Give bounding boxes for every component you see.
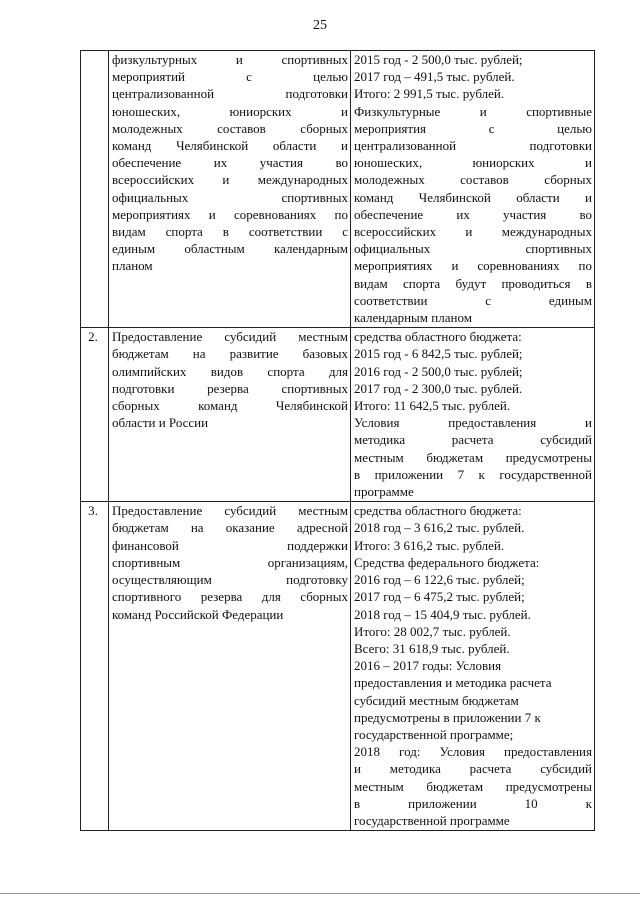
measure-description-line: Средства федерального бюджета: <box>354 554 540 570</box>
table-row <box>81 51 595 328</box>
table-row <box>81 328 595 502</box>
measure-description-line: методика расчета субсидий <box>354 432 592 448</box>
measure-description-line: 2018 год – 15 404,9 тыс. рублей. <box>354 606 531 622</box>
measure-description-line: 2015 год - 6 842,5 тыс. рублей; <box>354 346 523 362</box>
measures-table <box>80 50 595 831</box>
measure-description-line: молодежных составов сборных <box>354 172 592 188</box>
measure-description-line: 2016 – 2017 годы: Условия <box>354 658 502 674</box>
measure-name-line: Предоставление субсидий местным <box>112 503 348 519</box>
measure-name-line: олимпийских видов спорта для <box>112 363 348 379</box>
row-number: 3. <box>88 503 98 519</box>
measure-description-line: государственной программе; <box>354 726 514 742</box>
measure-name-line: спортивным организациям, <box>112 554 348 570</box>
measure-description-line: видам спорта будут проводиться в <box>354 275 592 291</box>
measure-description-line: Итого: 2 991,5 тыс. рублей. <box>354 86 505 102</box>
measure-description-line: Итого: 11 642,5 тыс. рублей. <box>354 398 511 414</box>
measure-description-line: субсидий местным бюджетам <box>354 692 519 708</box>
measure-description-line: соответствии с единым <box>354 292 592 308</box>
measure-description-line: обеспечение их участия во <box>354 206 592 222</box>
measure-description-line: Всего: 31 618,9 тыс. рублей. <box>354 640 510 656</box>
measure-name-line: планом <box>112 258 153 274</box>
measure-name-line: обеспечение их участия во <box>112 155 348 171</box>
measure-description-line: мероприятиях и соревнованиях по <box>354 258 592 274</box>
page-number: 25 <box>313 18 327 33</box>
measure-description-cell <box>351 502 595 831</box>
measure-description-line: централизованной подготовки <box>354 138 592 154</box>
measure-name-line: централизованной подготовки <box>112 86 348 102</box>
measure-description-line: 2015 год - 2 500,0 тыс. рублей; <box>354 52 523 67</box>
measure-name-line: команд Челябинской области и <box>112 138 348 154</box>
measure-name-line: осуществляющим подготовку <box>112 572 348 588</box>
measure-description-line: официальных спортивных <box>354 241 592 257</box>
measure-name-line: бюджетам на оказание адресной <box>112 520 348 536</box>
measure-name-cell <box>109 51 351 328</box>
row-number-cell <box>81 328 109 502</box>
measure-description-line: 2016 год – 6 122,6 тыс. рублей; <box>354 572 525 588</box>
measure-description-line: местным бюджетам предусмотрены <box>354 778 592 794</box>
measure-description-line: средства областного бюджета: <box>354 329 522 345</box>
measure-name-line: команд Российской Федерации <box>112 606 284 622</box>
measure-name-line: всероссийских и международных <box>112 172 348 188</box>
table-body <box>81 51 595 831</box>
measure-name-line: мероприятий с целью <box>112 69 348 85</box>
measure-description-line: государственной программе <box>354 812 510 828</box>
measure-name-line: мероприятиях и соревнованиях по <box>112 206 348 222</box>
measure-name-line: бюджетам на развитие базовых <box>112 346 348 362</box>
measure-name-line: спортивного резерва для сборных <box>112 589 348 605</box>
measure-description-line: предусмотрены в приложении 7 к <box>354 709 541 725</box>
measure-description-line: 2016 год - 2 500,0 тыс. рублей; <box>354 363 523 379</box>
measure-description-line: в приложении 7 к государственной <box>354 466 592 482</box>
measure-name-line: единым областным календарным <box>112 241 348 257</box>
measure-name-line: юношеских, юниорских и <box>112 103 348 119</box>
measure-name-cell <box>109 502 351 831</box>
measure-name-line: физкультурных и спортивных <box>112 52 348 67</box>
row-number-cell <box>81 51 109 328</box>
measure-description-line: всероссийских и международных <box>354 224 592 240</box>
measure-description-line: Условия предоставления и <box>354 415 592 431</box>
row-number-cell <box>81 502 109 831</box>
measure-name-line: Предоставление субсидий местным <box>112 329 348 345</box>
measure-description-line: 2018 год – 3 616,2 тыс. рублей. <box>354 520 525 536</box>
measure-description-cell <box>351 51 595 328</box>
measure-description-line: местным бюджетам предусмотрены <box>354 449 592 465</box>
measure-description-line: календарным планом <box>354 310 472 326</box>
measure-description-line: и методика расчета субсидий <box>354 761 592 777</box>
measure-description-line: Итого: 3 616,2 тыс. рублей. <box>354 537 505 553</box>
row-number: 2. <box>88 329 98 345</box>
measure-name-line: сборных команд Челябинской <box>112 398 348 414</box>
measure-description-cell <box>351 328 595 502</box>
measure-name-cell <box>109 328 351 502</box>
measure-description-line: предоставления и методика расчета <box>354 675 552 691</box>
measure-description-line: средства областного бюджета: <box>354 503 522 519</box>
measure-name-line: молодежных составов сборных <box>112 120 348 136</box>
measure-description-line: 2017 год - 2 300,0 тыс. рублей. <box>354 380 523 396</box>
measure-description-line: мероприятия с целью <box>354 120 592 136</box>
measure-name-line: подготовки резерва спортивных <box>112 380 348 396</box>
measure-description-line: 2018 год: Условия предоставления <box>354 744 592 760</box>
measure-description-line: Итого: 28 002,7 тыс. рублей. <box>354 623 511 639</box>
page-bottom-rule <box>0 893 640 894</box>
measure-description-line: программе <box>354 484 414 500</box>
measure-name-line: официальных спортивных <box>112 189 348 205</box>
table-row <box>81 502 595 831</box>
measure-description-line: команд Челябинской области и <box>354 189 592 205</box>
measure-name-line: видам спорта в соответствии с <box>112 224 348 240</box>
measure-name-line: области и России <box>112 415 209 431</box>
measure-description-line: 2017 год – 491,5 тыс. рублей. <box>354 69 515 85</box>
measure-name-line: финансовой поддержки <box>112 537 348 553</box>
measure-description-line: Физкультурные и спортивные <box>354 103 592 119</box>
measure-description-line: юношеских, юниорских и <box>354 155 592 171</box>
measure-description-line: в приложении 10 к <box>354 795 592 811</box>
measure-description-line: 2017 год – 6 475,2 тыс. рублей; <box>354 589 525 605</box>
